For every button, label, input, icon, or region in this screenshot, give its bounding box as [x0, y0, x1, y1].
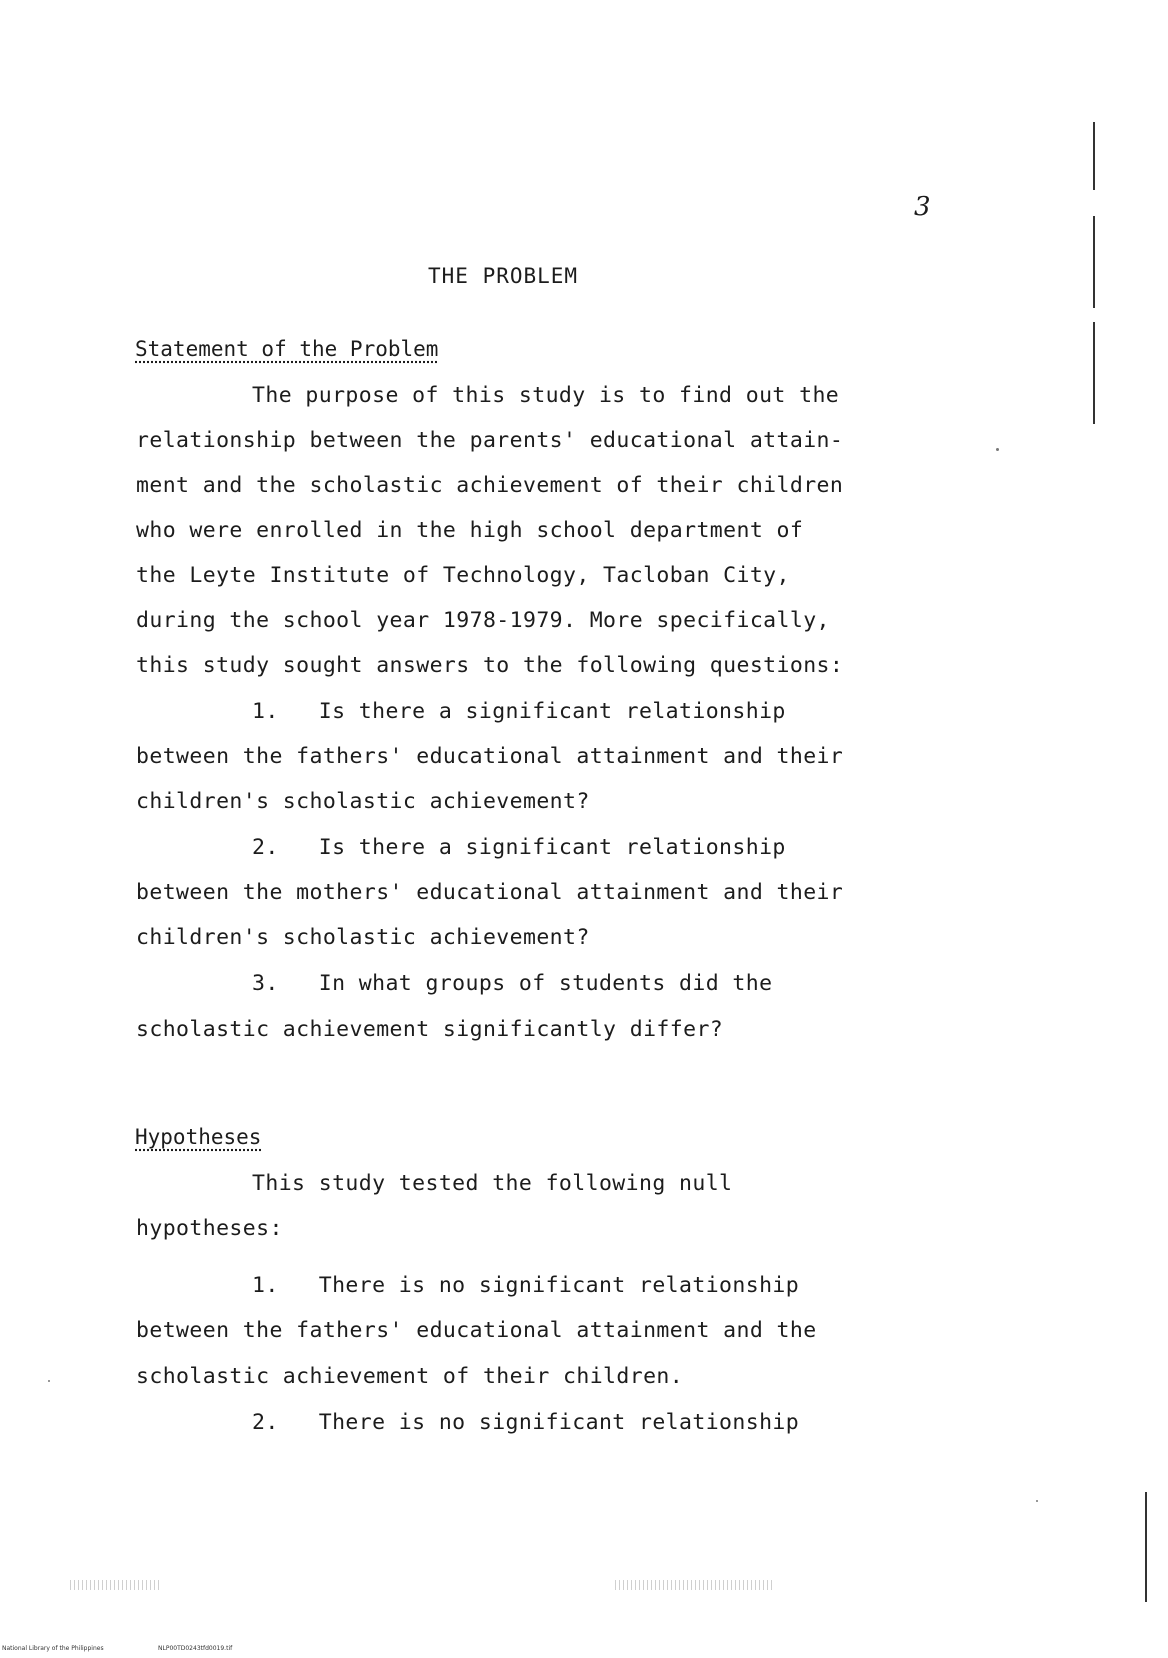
scan-speck [996, 448, 999, 451]
hypothesis-1-line: between the fathers' educational attainment and the [136, 1318, 817, 1343]
statement-line: who were enrolled in the high school department of [136, 518, 804, 543]
statement-line: The purpose of this study is to find out the [252, 383, 840, 408]
question-3-line: scholastic achievement significantly differ? [136, 1017, 724, 1042]
scan-smudge [70, 1580, 160, 1590]
scan-speck [1036, 1500, 1038, 1502]
statement-line: during the school year 1978-1979. More specifically, [136, 608, 830, 633]
statement-line: this study sought answers to the following questions: [136, 653, 844, 678]
page-number: 3 [914, 192, 931, 222]
margin-rule [1093, 122, 1095, 190]
hypotheses-intro-line: This study tested the following null [252, 1171, 733, 1196]
hypotheses-intro-line: hypotheses: [136, 1216, 283, 1241]
margin-rule [1093, 322, 1095, 424]
hypothesis-2-line: 2. There is no significant relationship [252, 1410, 800, 1435]
statement-heading: Statement of the Problem [135, 337, 439, 361]
footer-library-note: National Library of the Philippines [2, 1645, 104, 1652]
footer-file-note: NLP00TD0243tfd0019.tif [158, 1645, 233, 1652]
question-1-line: children's scholastic achievement? [136, 789, 590, 814]
question-3-line: 3. In what groups of students did the [252, 971, 773, 996]
question-2-line: between the mothers' educational attainment and their [136, 880, 844, 905]
hypothesis-1-line: scholastic achievement of their children. [136, 1364, 684, 1389]
question-2-line: children's scholastic achievement? [136, 925, 590, 950]
margin-rule [1093, 216, 1095, 308]
scan-speck [48, 1380, 50, 1382]
statement-line: relationship between the parents' educational attain- [136, 428, 844, 453]
question-1-line: between the fathers' educational attainment and their [136, 744, 844, 769]
statement-line: ment and the scholastic achievement of their children [136, 473, 844, 498]
hypotheses-heading: Hypotheses [135, 1125, 262, 1149]
scan-smudge [615, 1580, 775, 1590]
statement-line: the Leyte Institute of Technology, Tacloban City, [136, 563, 790, 588]
page-title: THE PROBLEM [428, 264, 579, 288]
question-2-line: 2. Is there a significant relationship [252, 835, 786, 860]
margin-rule [1145, 1492, 1147, 1602]
hypothesis-1-line: 1. There is no significant relationship [252, 1273, 800, 1298]
question-1-line: 1. Is there a significant relationship [252, 699, 786, 724]
